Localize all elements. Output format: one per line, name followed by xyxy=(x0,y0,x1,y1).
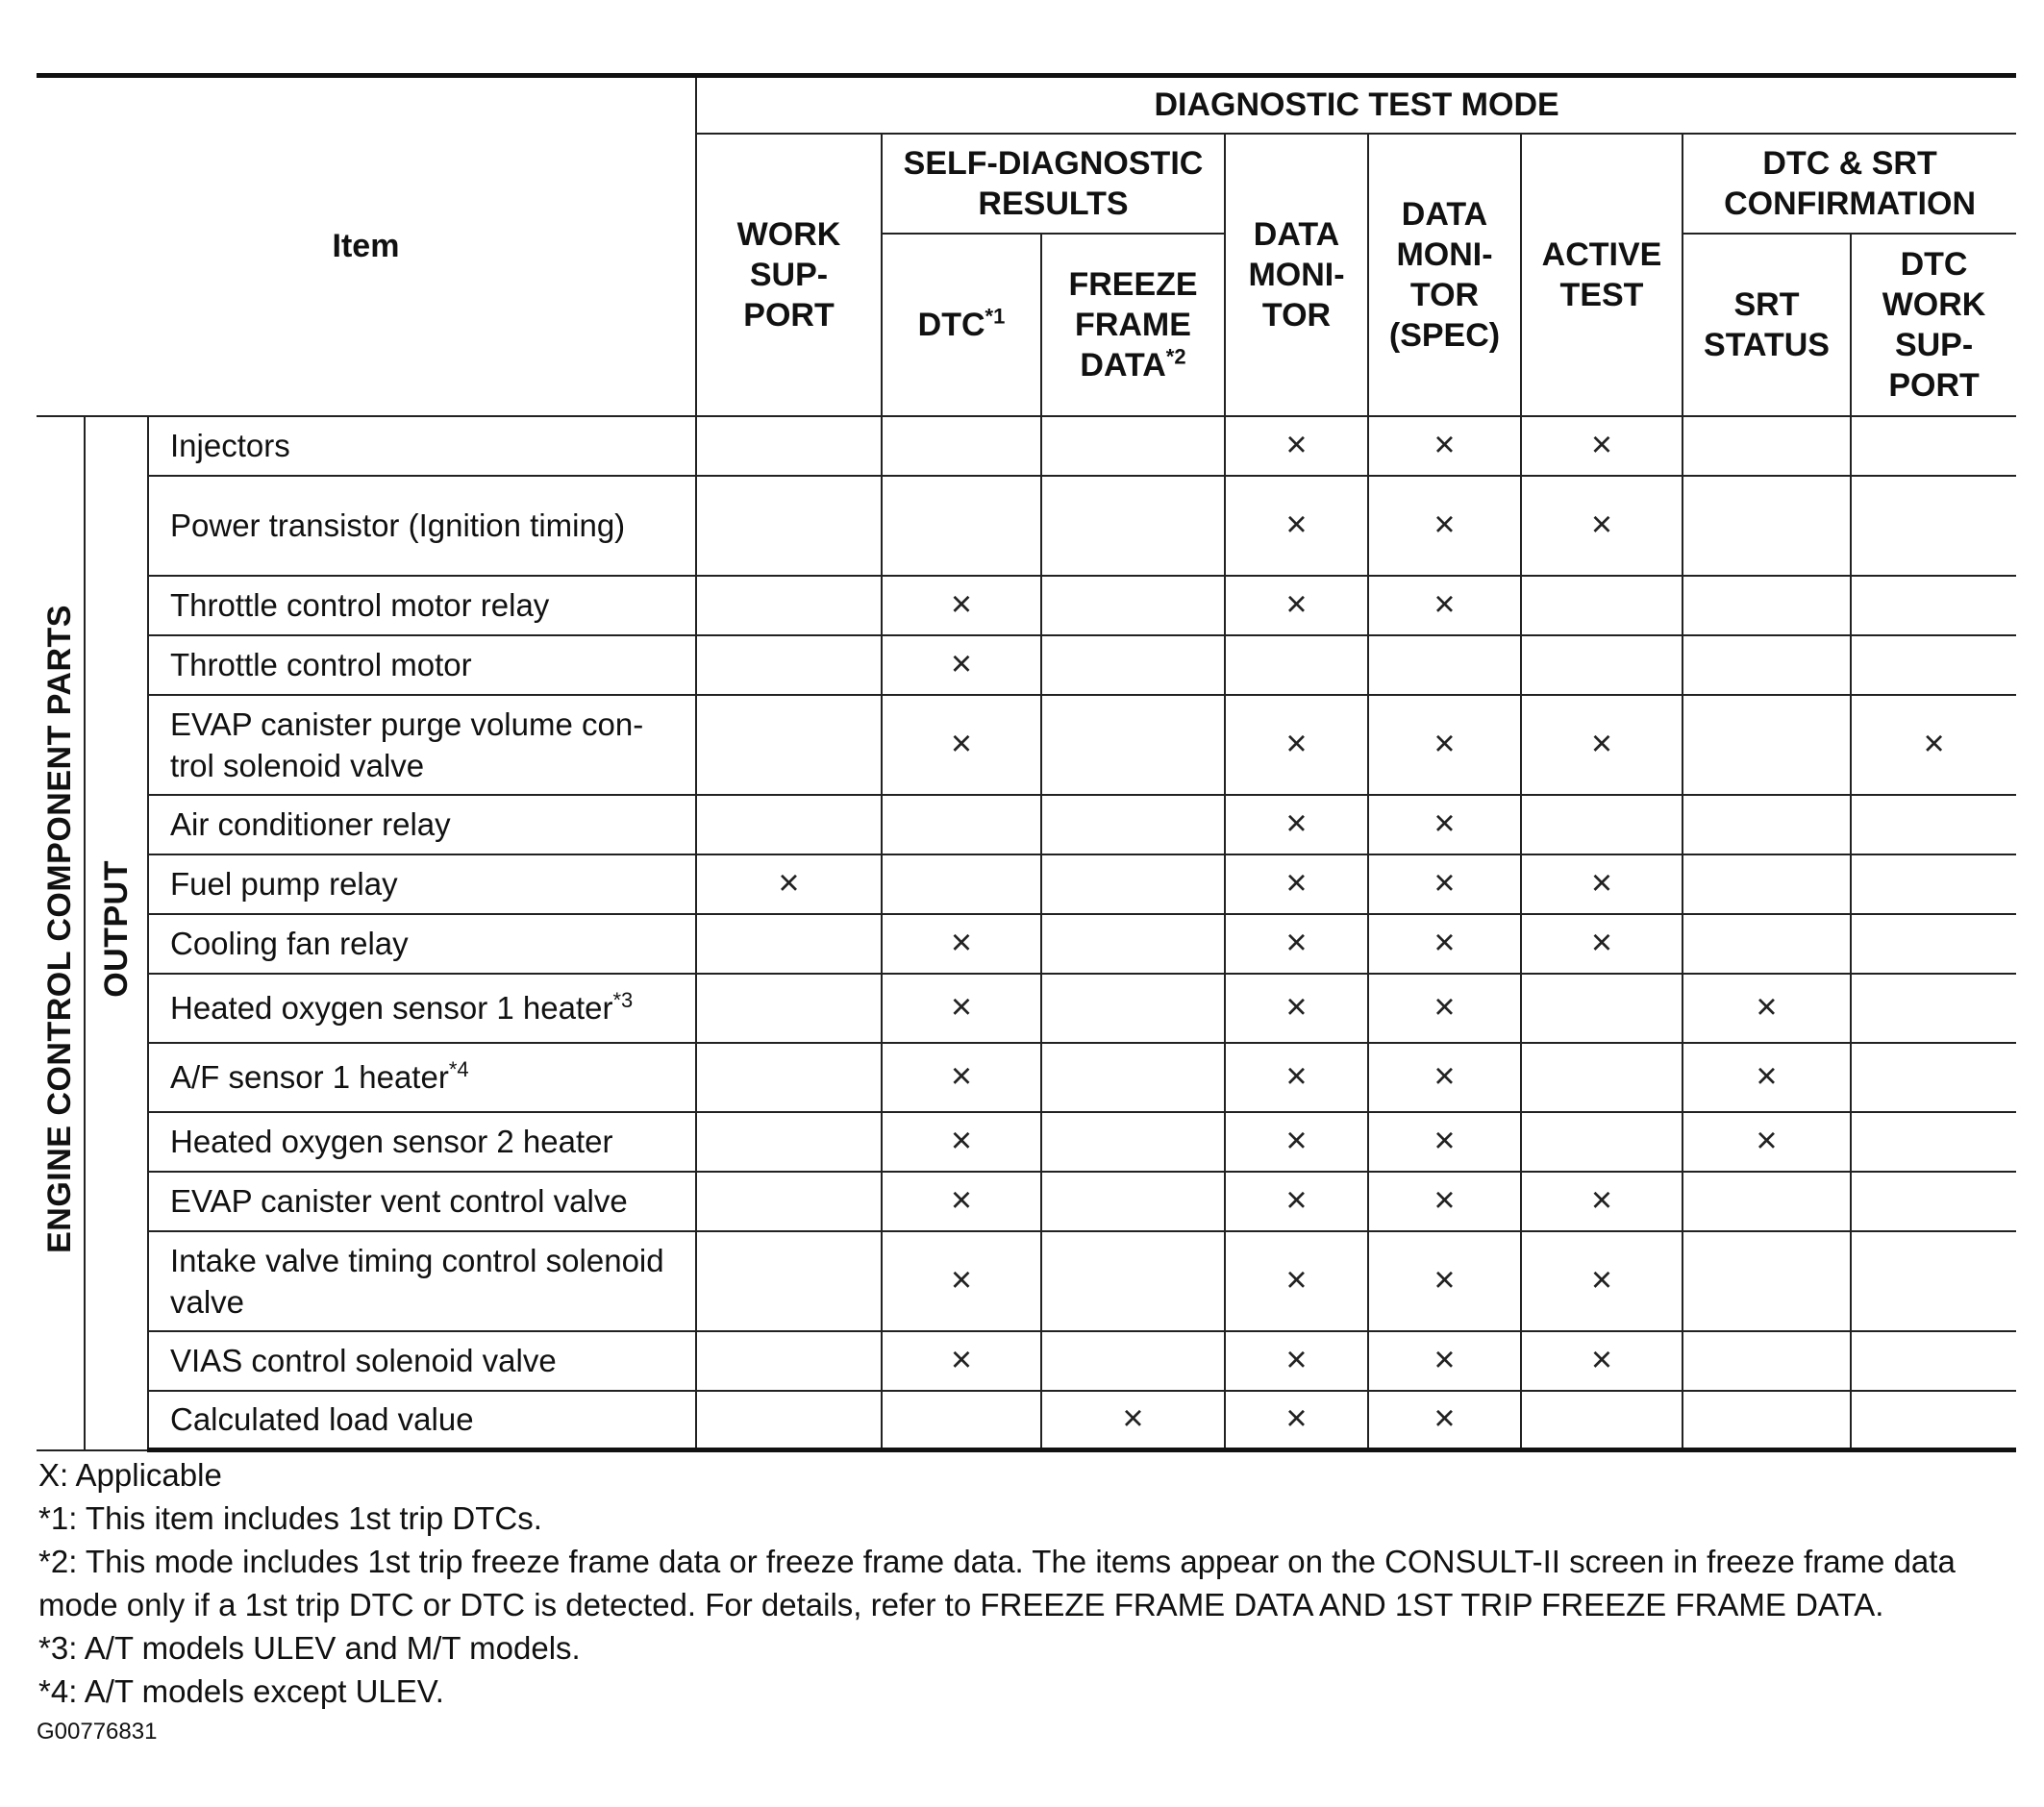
empty-cell xyxy=(1851,1231,2016,1331)
empty-cell xyxy=(1683,1331,1851,1391)
empty-cell xyxy=(696,1043,882,1112)
table-row xyxy=(37,1043,2016,1112)
applicable-mark: × xyxy=(1225,1331,1368,1391)
empty-cell xyxy=(696,416,882,476)
applicable-mark: × xyxy=(1521,476,1683,576)
applicable-mark: × xyxy=(1683,974,1851,1043)
empty-cell xyxy=(696,1112,882,1172)
applicable-mark: × xyxy=(1851,695,2016,795)
empty-cell xyxy=(1851,914,2016,974)
empty-cell xyxy=(882,476,1041,576)
table-row xyxy=(37,974,2016,1043)
empty-cell xyxy=(696,1331,882,1391)
output-label xyxy=(85,416,148,1450)
applicable-mark: × xyxy=(1225,854,1368,914)
empty-cell xyxy=(1041,795,1225,854)
dtc-header: DTC$^{*1}$ xyxy=(882,234,1041,416)
table-row xyxy=(37,416,2016,476)
table-row xyxy=(37,476,2016,576)
empty-cell xyxy=(1851,1043,2016,1112)
empty-cell xyxy=(1041,576,1225,635)
item-cell: Heated oxygen sensor 2 heater xyxy=(148,1112,696,1172)
table-row xyxy=(37,1231,2016,1331)
empty-cell xyxy=(1683,576,1851,635)
item-cell: VIAS control solenoid valve xyxy=(148,1331,696,1391)
empty-cell xyxy=(882,795,1041,854)
item-cell: Calculated load value xyxy=(148,1391,696,1450)
applicable-mark: × xyxy=(1368,795,1521,854)
applicable-mark: × xyxy=(882,695,1041,795)
applicable-mark: × xyxy=(1225,795,1368,854)
empty-cell xyxy=(696,1231,882,1331)
dtc-srt-confirmation-header: DTC & SRT CONFIRMATION xyxy=(1683,134,2016,234)
applicable-mark: × xyxy=(1368,1172,1521,1231)
applicable-mark: × xyxy=(882,914,1041,974)
empty-cell xyxy=(1851,635,2016,695)
empty-cell xyxy=(696,974,882,1043)
empty-cell xyxy=(1851,1391,2016,1450)
empty-cell xyxy=(1041,635,1225,695)
self-diagnostic-results-header: SELF-DIAGNOSTIC RESULTS xyxy=(882,134,1225,234)
empty-cell xyxy=(882,1391,1041,1450)
empty-cell xyxy=(696,635,882,695)
empty-cell xyxy=(1851,1172,2016,1231)
applicable-mark: × xyxy=(882,974,1041,1043)
applicable-mark: × xyxy=(882,1172,1041,1231)
empty-cell xyxy=(696,914,882,974)
empty-cell xyxy=(696,476,882,576)
note-1: *1: This item includes 1st trip DTCs. xyxy=(38,1500,542,1536)
item-cell: Injectors xyxy=(148,416,696,476)
applicable-mark: × xyxy=(1225,1043,1368,1112)
empty-cell xyxy=(1683,1391,1851,1450)
table-row xyxy=(37,854,2016,914)
empty-cell xyxy=(1683,795,1851,854)
empty-cell xyxy=(1521,635,1683,695)
empty-cell xyxy=(1851,1331,2016,1391)
empty-cell xyxy=(1368,635,1521,695)
applicable-mark: × xyxy=(1521,854,1683,914)
empty-cell xyxy=(1041,1331,1225,1391)
applicable-mark: × xyxy=(1368,914,1521,974)
empty-cell xyxy=(1851,1112,2016,1172)
data-monitor-spec-header: DATA MONI- TOR (SPEC) xyxy=(1368,134,1521,416)
empty-cell xyxy=(696,1172,882,1231)
figure-code: G00776831 xyxy=(37,1719,158,1745)
table-row xyxy=(37,795,2016,854)
empty-cell xyxy=(1225,635,1368,695)
empty-cell xyxy=(1851,576,2016,635)
applicable-mark: × xyxy=(1521,914,1683,974)
item-cell: Heated oxygen sensor 1 heater$^{*3}$ xyxy=(148,974,696,1043)
empty-cell xyxy=(1683,476,1851,576)
empty-cell xyxy=(1041,1231,1225,1331)
note-2: *2: This mode includes 1st trip freeze frame data or freeze frame data. The items appear on the CONSULT-II screen in freeze frame data mode only if a 1st trip DTC or DTC is detected. For details, refer to FREEZE FRAME DATA AND 1ST TRIP FREEZE FRAME DATA. xyxy=(38,1544,1956,1622)
empty-cell xyxy=(882,854,1041,914)
footnotes xyxy=(38,1453,2019,1713)
applicable-mark: × xyxy=(1368,476,1521,576)
applicable-mark: × xyxy=(882,1231,1041,1331)
applicable-mark: × xyxy=(882,1043,1041,1112)
applicable-mark: × xyxy=(1368,695,1521,795)
empty-cell xyxy=(1041,1112,1225,1172)
applicable-mark: × xyxy=(1368,854,1521,914)
note-4: *4: A/T models except ULEV. xyxy=(38,1673,444,1709)
item-cell: Air conditioner relay xyxy=(148,795,696,854)
applicable-mark: × xyxy=(882,1331,1041,1391)
applicable-mark: × xyxy=(1368,1231,1521,1331)
empty-cell xyxy=(1521,1391,1683,1450)
applicable-mark: × xyxy=(696,854,882,914)
applicable-mark: × xyxy=(1225,1112,1368,1172)
empty-cell xyxy=(1683,1231,1851,1331)
applicable-mark: × xyxy=(882,576,1041,635)
empty-cell xyxy=(1041,695,1225,795)
table-row xyxy=(37,1112,2016,1172)
applicable-mark: × xyxy=(1521,695,1683,795)
applicable-mark: × xyxy=(1368,1043,1521,1112)
empty-cell xyxy=(1683,914,1851,974)
applicable-mark: × xyxy=(1225,695,1368,795)
applicable-mark: × xyxy=(1225,1231,1368,1331)
table-row xyxy=(37,1331,2016,1391)
engine-control-component-parts-text: ENGINE CONTROL COMPONENT PARTS xyxy=(41,604,78,1253)
applicable-mark: × xyxy=(1368,1391,1521,1450)
engine-control-component-parts-label xyxy=(37,416,85,1450)
diagnostic-test-mode-header: DIAGNOSTIC TEST MODE xyxy=(696,76,2016,134)
output-text: OUTPUT xyxy=(97,859,135,998)
item-cell: Throttle control motor relay xyxy=(148,576,696,635)
applicable-mark: × xyxy=(1225,1172,1368,1231)
diagnostic-mode-table xyxy=(37,73,2016,1452)
empty-cell xyxy=(1851,795,2016,854)
empty-cell xyxy=(1041,416,1225,476)
empty-cell xyxy=(1521,1043,1683,1112)
item-cell: Intake valve timing control solenoid valve xyxy=(148,1231,696,1331)
empty-cell xyxy=(1683,635,1851,695)
footnote-ref: *3 xyxy=(612,988,634,1012)
applicable-mark: × xyxy=(1521,1231,1683,1331)
table-row xyxy=(37,1172,2016,1231)
item-cell: A/F sensor 1 heater$^{*4}$ xyxy=(148,1043,696,1112)
empty-cell xyxy=(1041,1172,1225,1231)
empty-cell xyxy=(1851,974,2016,1043)
applicable-mark: × xyxy=(1521,416,1683,476)
empty-cell xyxy=(1041,476,1225,576)
empty-cell xyxy=(1521,1112,1683,1172)
note-applicable: X: Applicable xyxy=(38,1457,222,1493)
empty-cell xyxy=(1683,854,1851,914)
item-cell: Power transistor (Ignition timing) xyxy=(148,476,696,576)
empty-cell xyxy=(1521,576,1683,635)
dtc-work-support-header: DTC WORK SUP- PORT xyxy=(1851,234,2016,416)
item-column-header: Item xyxy=(37,76,696,416)
footnote-ref: *4 xyxy=(448,1057,469,1081)
empty-cell xyxy=(1041,914,1225,974)
table-row xyxy=(37,576,2016,635)
empty-cell xyxy=(1521,974,1683,1043)
applicable-mark: × xyxy=(1683,1043,1851,1112)
table-body xyxy=(37,416,2016,1450)
item-cell: EVAP canister purge volume con- trol solenoid valve xyxy=(148,695,696,795)
table-row xyxy=(37,914,2016,974)
empty-cell xyxy=(696,795,882,854)
empty-cell xyxy=(882,416,1041,476)
empty-cell xyxy=(696,1391,882,1450)
work-support-header: WORK SUP- PORT xyxy=(696,134,882,416)
applicable-mark: × xyxy=(1225,576,1368,635)
applicable-mark: × xyxy=(1683,1112,1851,1172)
empty-cell xyxy=(1683,695,1851,795)
freeze-frame-data-header: FREEZE FRAME DATA$^{*2}$ xyxy=(1041,234,1225,416)
empty-cell xyxy=(1521,795,1683,854)
note-3: *3: A/T models ULEV and M/T models. xyxy=(38,1630,581,1666)
empty-cell xyxy=(1041,1043,1225,1112)
empty-cell xyxy=(696,576,882,635)
applicable-mark: × xyxy=(1368,1331,1521,1391)
applicable-mark: × xyxy=(882,635,1041,695)
applicable-mark: × xyxy=(882,1112,1041,1172)
active-test-header: ACTIVE TEST xyxy=(1521,134,1683,416)
empty-cell xyxy=(1683,1172,1851,1231)
table-row xyxy=(37,695,2016,795)
empty-cell xyxy=(1041,854,1225,914)
table-row xyxy=(37,635,2016,695)
applicable-mark: × xyxy=(1368,576,1521,635)
empty-cell xyxy=(1851,476,2016,576)
applicable-mark: × xyxy=(1521,1331,1683,1391)
applicable-mark: × xyxy=(1225,1391,1368,1450)
applicable-mark: × xyxy=(1521,1172,1683,1231)
table-row xyxy=(37,1391,2016,1450)
applicable-mark: × xyxy=(1225,914,1368,974)
item-cell: EVAP canister vent control valve xyxy=(148,1172,696,1231)
applicable-mark: × xyxy=(1368,974,1521,1043)
applicable-mark: × xyxy=(1225,974,1368,1043)
srt-status-header: SRT STATUS xyxy=(1683,234,1851,416)
item-cell: Throttle control motor xyxy=(148,635,696,695)
applicable-mark: × xyxy=(1225,416,1368,476)
applicable-mark: × xyxy=(1225,476,1368,576)
applicable-mark: × xyxy=(1041,1391,1225,1450)
empty-cell xyxy=(1851,416,2016,476)
applicable-mark: × xyxy=(1368,416,1521,476)
empty-cell xyxy=(1041,974,1225,1043)
empty-cell xyxy=(1683,416,1851,476)
empty-cell xyxy=(696,695,882,795)
item-cell: Fuel pump relay xyxy=(148,854,696,914)
applicable-mark: × xyxy=(1368,1112,1521,1172)
item-cell: Cooling fan relay xyxy=(148,914,696,974)
empty-cell xyxy=(1851,854,2016,914)
data-monitor-header: DATA MONI- TOR xyxy=(1225,134,1368,416)
